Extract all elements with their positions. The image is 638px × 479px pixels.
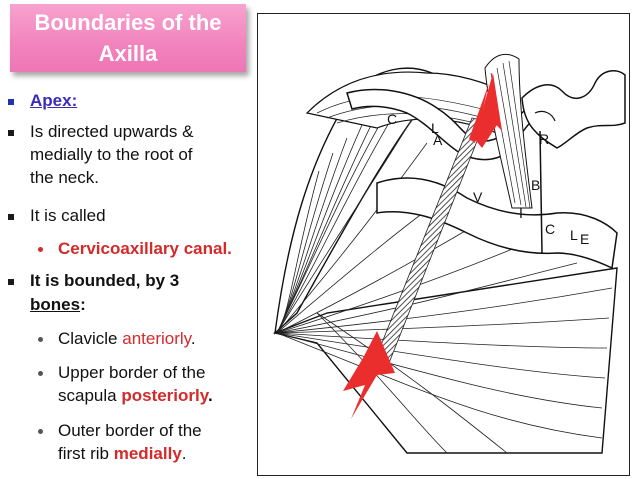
bullet-rib-line-2 — [58, 443, 187, 465]
bullet-scapula-line-2 — [58, 385, 213, 407]
bullet-clavicle — [58, 328, 196, 350]
rib-period: . — [181, 444, 187, 463]
rib-text: first rib — [58, 444, 109, 463]
clavicle-direction: anteriorly — [122, 329, 191, 348]
bullet-dot-icon — [38, 371, 43, 376]
label-a: A — [433, 132, 443, 148]
scapula-text: scapula — [58, 386, 117, 405]
label-r: R — [539, 131, 550, 147]
title-line-1: Boundaries of the — [34, 10, 222, 35]
axilla-illustration — [257, 13, 630, 476]
bullet-apex — [30, 90, 77, 112]
bullet-directed-line-1: Is directed upwards & — [30, 122, 194, 141]
label-i: I — [519, 205, 523, 221]
apex-link[interactable]: Apex: — [30, 91, 78, 110]
label-v: V — [473, 189, 483, 205]
bullet-called: It is called — [30, 206, 106, 225]
bullet-dot-icon — [38, 247, 43, 252]
bones-word: bones — [30, 295, 81, 314]
title-line-2: Axilla — [98, 41, 158, 66]
label-b: B — [531, 177, 541, 193]
scapula-period: . — [207, 386, 213, 405]
label-l-top: L — [431, 120, 439, 136]
rib-direction: medially — [113, 444, 182, 463]
bullet-directed-line-2: medially to the root of — [30, 145, 193, 164]
bullet-square-icon — [8, 214, 14, 220]
bullet-rib-line-1: Outer border of the — [58, 421, 202, 440]
bullet-bounded-line-2 — [30, 294, 86, 316]
bones-colon: : — [80, 295, 86, 314]
bullet-directed-line-3: the neck. — [30, 168, 99, 187]
bullet-square-icon — [8, 279, 14, 285]
slide-title — [10, 4, 246, 72]
bullet-bounded-line-1: It is bounded, by 3 — [30, 271, 180, 290]
cervicoaxillary-canal: Cervicoaxillary canal. — [58, 239, 232, 258]
label-c-bottom: C — [545, 221, 556, 237]
bullet-square-icon — [8, 130, 14, 136]
label-e: E — [580, 231, 590, 247]
bullet-dot-icon — [38, 429, 43, 434]
axilla-diagram — [257, 13, 630, 476]
clavicle-text: Clavicle — [58, 329, 118, 348]
clavicle-period: . — [190, 329, 196, 348]
label-c-top: C — [387, 111, 398, 127]
label-l-bottom: L — [570, 227, 578, 243]
bullet-square-icon — [8, 99, 14, 105]
bullet-scapula-line-1: Upper border of the — [58, 363, 206, 382]
bullet-dot-icon — [38, 337, 43, 342]
scapula-direction: posteriorly — [121, 386, 208, 405]
